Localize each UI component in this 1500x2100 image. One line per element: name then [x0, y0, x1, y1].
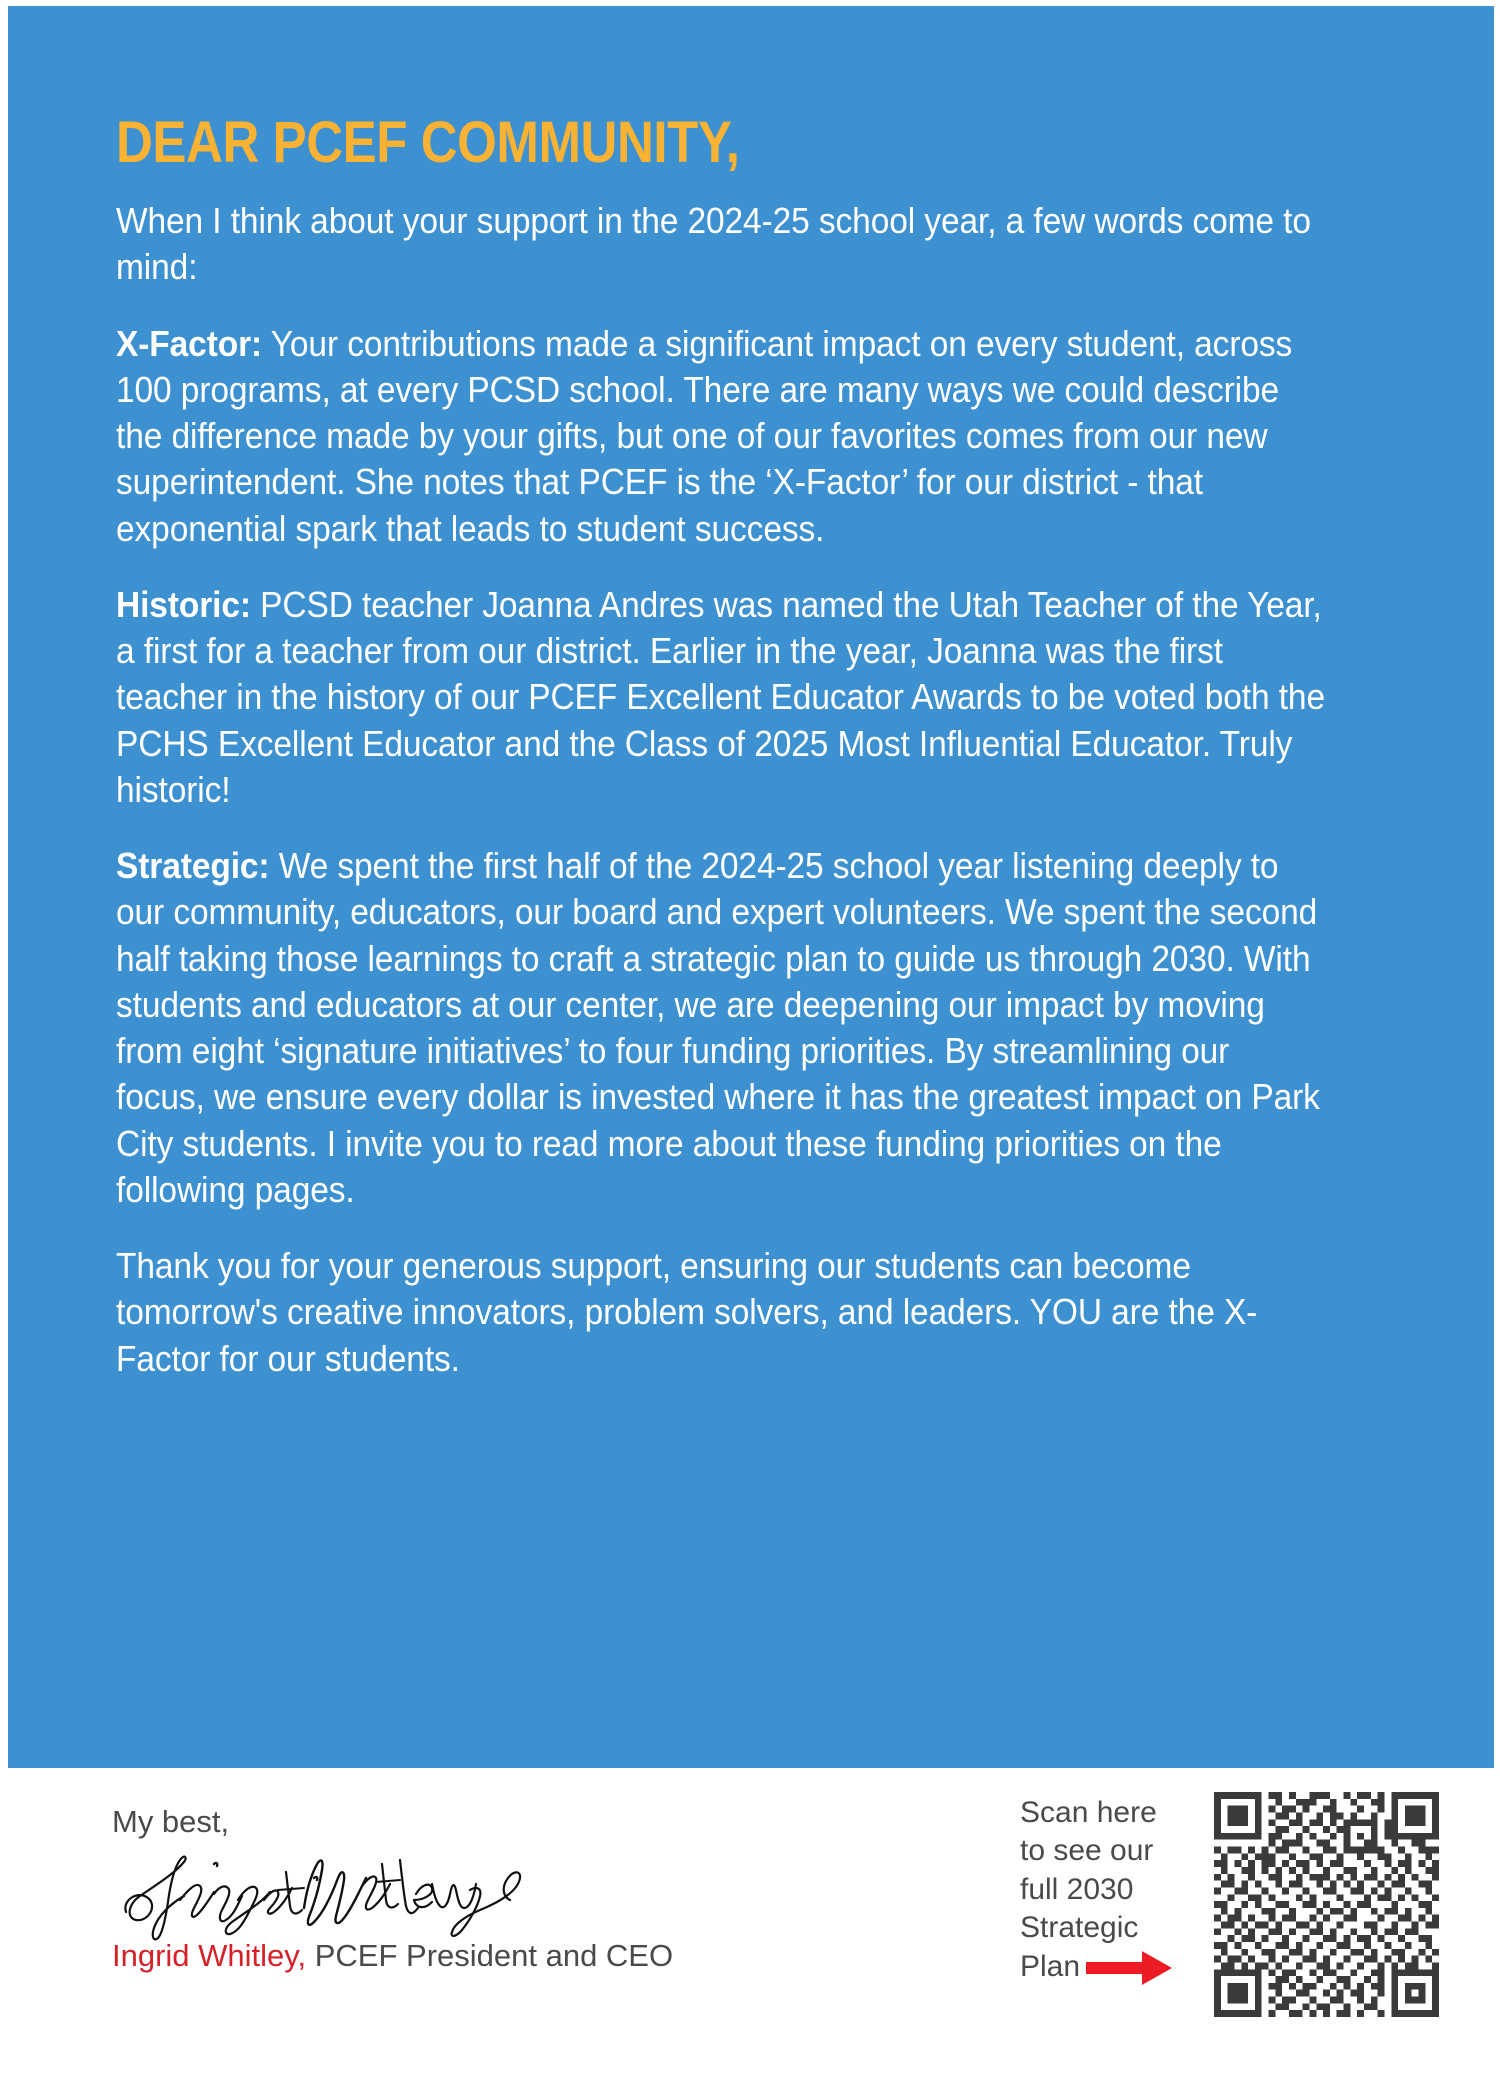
letter-content [116, 110, 1416, 1382]
scan-line-1: Scan here [1020, 1796, 1157, 1829]
paragraph-historic [116, 582, 1325, 813]
page-title: DEAR PCEF COMMUNITY, [116, 110, 740, 175]
scan-line-2: to see our [1020, 1834, 1154, 1868]
paragraph-body: We spent the first half of the 2024-25 school year listening deeply to our community, educators, our board and expert volunteers. We spent the second half taking those learnings to craft a strategic plan to guide us through 2030. With students and educators at our center, we are deepening our impact by moving from eight ‘signature initiatives’ to four funding priorities. By streamlining our focus, we ensure every dollar is invested where it has the greatest impact on Park City students. I invite you to read more about these funding priorities on the following pages. [116, 845, 1320, 1210]
paragraph-intro [116, 198, 1325, 291]
scan-line-5-label: Plan [1020, 1949, 1081, 1983]
paragraph-strategic [116, 843, 1325, 1213]
signer-name: Ingrid Whitley, [112, 1938, 307, 1973]
paragraph-body: PCSD teacher Joanna Andres was named the Utah Teacher of the Year, a first for a teacher from our district. Earlier in the year, Joanna was the first teacher in the history of our PCEF Excellent Educator Awards to be voted both the PCHS Excellent Educator and the Class of 2025 Most Influential Educator. Truly historic! [116, 583, 1325, 810]
signer-line [112, 1938, 872, 1974]
paragraph-body: When I think about your support in the 2024-25 school year, a few words come to mind: [116, 200, 1311, 288]
closing-salutation: My best, [112, 1804, 230, 1839]
signer-title: PCEF President and CEO [306, 1938, 674, 1973]
scan-qr-block[interactable] [1020, 1792, 1439, 2017]
scan-line-3: full 2030 [1020, 1872, 1134, 1906]
right-arrow-icon [1086, 1951, 1172, 1985]
scan-instructions [1020, 1792, 1208, 1986]
scan-line-5 [1020, 1948, 1208, 1986]
paragraph-lead-label: X-Factor: [116, 322, 263, 364]
letter-footer [0, 1768, 1500, 2100]
paragraph-lead-label: Strategic: [116, 845, 270, 886]
signature-block [112, 1804, 872, 1974]
letter-panel [8, 6, 1494, 1768]
paragraph-body: Thank you for your generous support, ensuring our students can become tomorrow's creative innovators, problem solvers, and leaders. YOU are the X-Factor for our students. [116, 1245, 1258, 1379]
paragraph-thank-you [116, 1243, 1325, 1382]
paragraph-body: Your contributions made a significant impact on every student, across 100 programs, at every PCSD school. There are many ways we could describe the difference made by your gifts, but one of our favorites comes from our new superintendent. She notes that PCEF is the ‘X-Factor’ for our district - that exponential spark that leads to student success. [116, 322, 1293, 549]
paragraph-lead-label: Historic: [116, 583, 251, 625]
paragraph-x-factor [116, 321, 1325, 552]
qr-code-icon[interactable] [1214, 1792, 1439, 2017]
scan-line-4: Strategic [1020, 1911, 1139, 1945]
signature-image [118, 1842, 538, 1938]
